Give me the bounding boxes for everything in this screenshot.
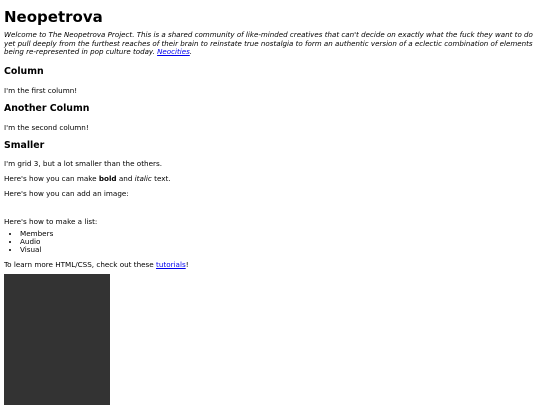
formatting-prefix: Here's how you can make xyxy=(4,173,99,183)
column-heading: Column xyxy=(4,65,44,77)
tutorials-link[interactable]: tutorials xyxy=(156,259,186,269)
italic-word: italic xyxy=(134,173,152,183)
bold-word: bold xyxy=(98,173,117,183)
another-column-heading: Another Column xyxy=(4,102,90,114)
image-instruction: Here's how you can add an image: xyxy=(4,188,129,198)
learn-more-text xyxy=(4,260,536,269)
column-text: I'm the first column! xyxy=(4,85,78,95)
list-item: • Members xyxy=(20,230,536,238)
neocities-link[interactable]: Neocities xyxy=(157,47,190,57)
intro-paragraph xyxy=(4,31,540,57)
smaller-text: I'm grid 3, but a lot smaller than the others. xyxy=(4,158,162,168)
list-intro: Here's how to make a list: xyxy=(4,216,98,226)
another-column-text: I'm the second column! xyxy=(4,122,89,132)
image-placeholder xyxy=(4,274,110,405)
example-list xyxy=(4,230,536,254)
learn-prefix: To learn more HTML/CSS, check out these xyxy=(4,259,157,269)
list-item: • Visual xyxy=(20,246,536,254)
smaller-heading: Smaller xyxy=(4,139,45,151)
page-title: Neopetrova xyxy=(4,8,103,26)
learn-suffix: ! xyxy=(185,259,189,269)
formatting-suffix: text. xyxy=(151,173,171,183)
intro-end: . xyxy=(189,47,193,57)
formatting-text xyxy=(4,174,536,183)
list-item: • Audio xyxy=(20,238,536,246)
intro-text: Welcome to The Neopetrova Project. This is a shared community of like-minded creatives that can't decide on exactly what the fuck they want to do yet pull deeply from the furthest reaches of their brain to reinstate true nostalgia to form an authentic version of a eclectic combination of elements being re-represented in pop culture today. xyxy=(4,30,533,57)
formatting-middle: and xyxy=(116,173,135,183)
